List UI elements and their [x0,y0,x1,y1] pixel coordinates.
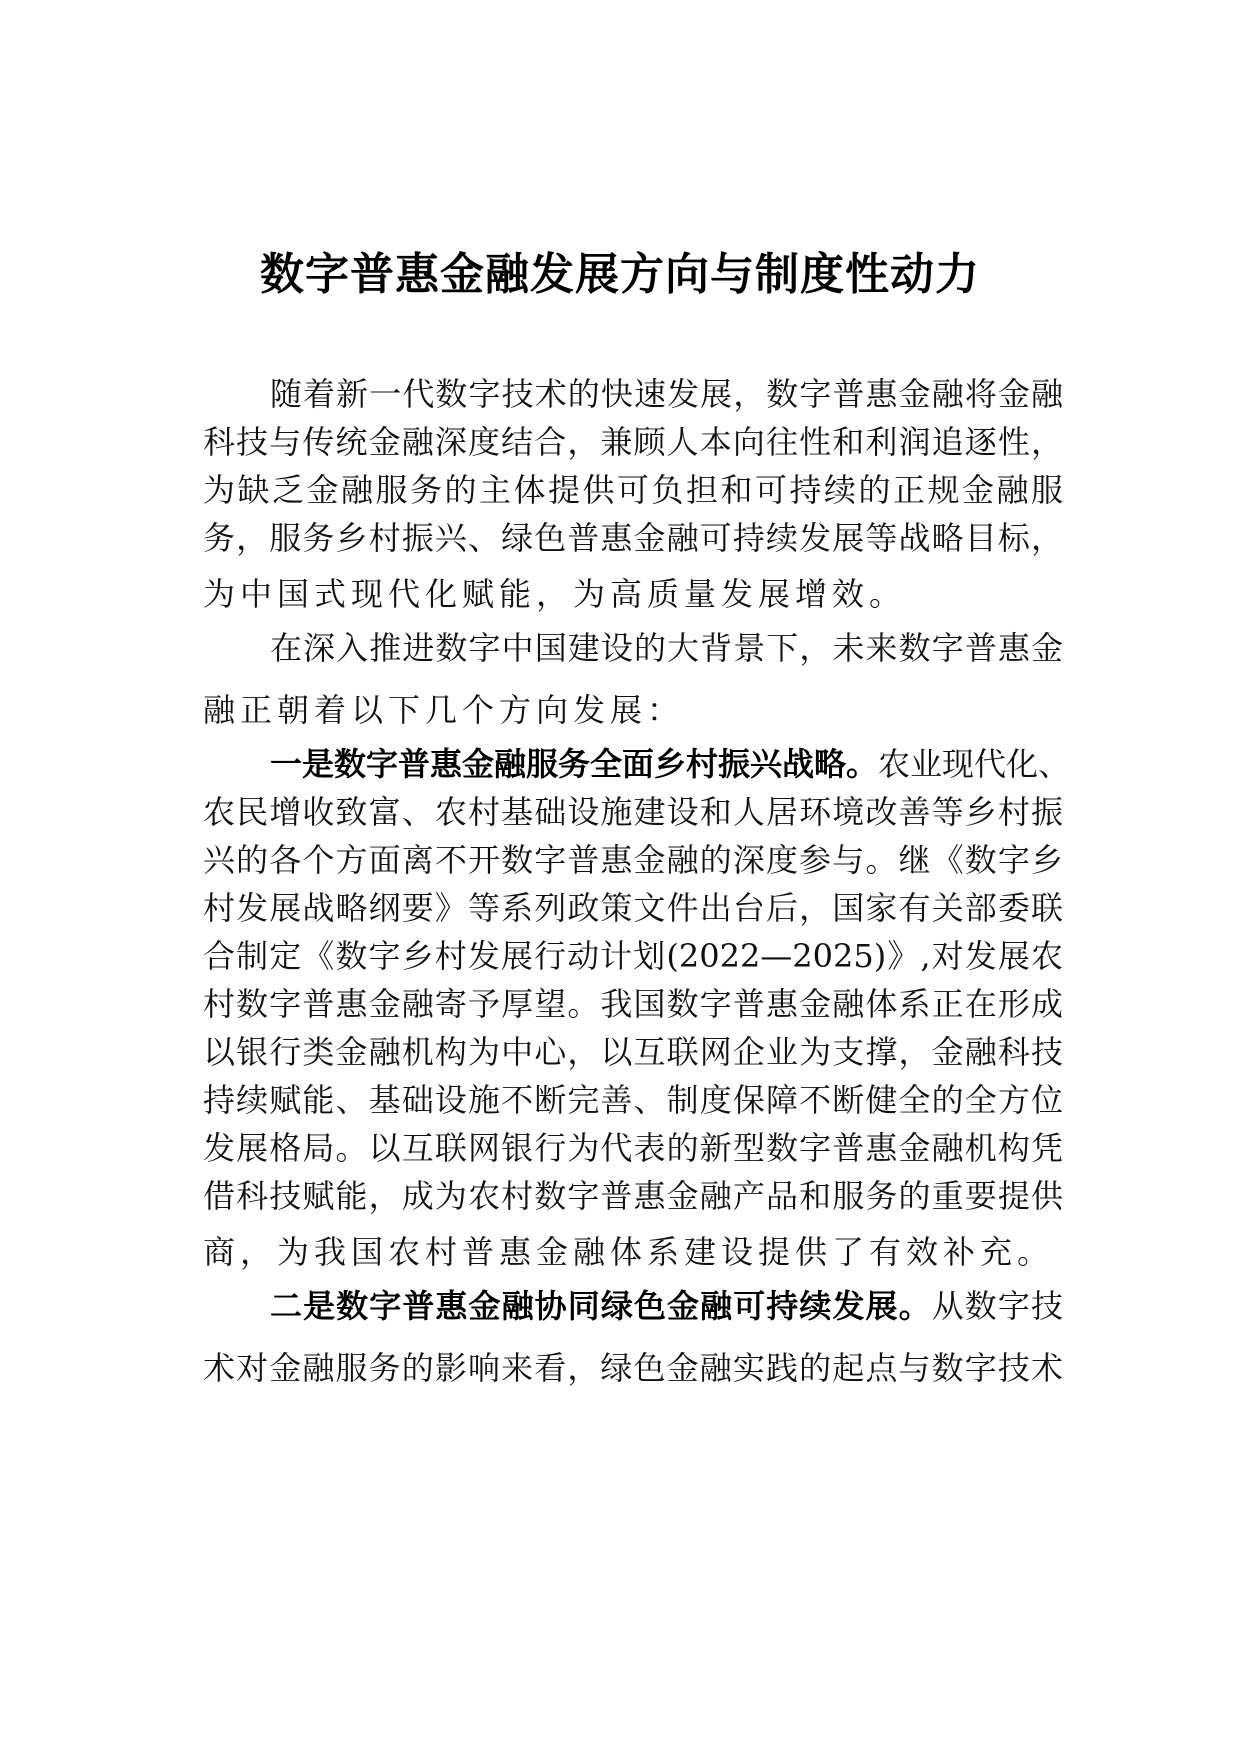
paragraph-1-line-3: 为缺乏金融服务的主体提供可负担和可持续的正规金融服 [203,471,1063,509]
paragraph-4-first-line-rest: 从数字技 [931,1287,1063,1325]
paragraph-3-line-3: 兴的各个方面离不开数字普惠金融的深度参与。继《数字乡 [203,841,1063,879]
paragraph-3-line-11: 商，为我国农村普惠金融体系建设提供了有效补充。 [203,1233,1055,1271]
paragraph-1-line-4: 务，服务乡村振兴、绿色普惠金融可持续发展等战略目标， [203,519,1063,557]
paragraph-4-heading: 二是数字普惠金融协同绿色金融可持续发展。 [270,1287,932,1325]
paragraph-3-heading: 一是数字普惠金融服务全面乡村振兴战略。 [270,745,879,783]
paragraph-3-line-1 [270,744,1071,784]
paragraph-3-line-6: 村数字普惠金融寄予厚望。我国数字普惠金融体系正在形成 [203,985,1063,1023]
paragraph-3-line-9: 发展格局。以互联网银行为代表的新型数字普惠金融机构凭 [203,1129,1063,1167]
paragraph-1-line-2: 科技与传统金融深度结合，兼顾人本向往性和利润追逐性， [203,423,1063,461]
paragraph-2-line-2: 融正朝着以下几个方向发展： [203,691,685,729]
paragraph-3-first-line-rest: 农业现代化、 [878,745,1071,783]
paragraph-3-line-2: 农民增收致富、农村基础设施建设和人居环境改善等乡村振 [203,793,1063,831]
document-title: 数字普惠金融发展方向与制度性动力 [260,249,980,300]
paragraph-1-line-1: 随着新一代数字技术的快速发展，数字普惠金融将金融 [270,375,1063,413]
paragraph-1-line-5: 为中国式现代化赋能，为高质量发展增效。 [203,575,907,613]
paragraph-3-line-10: 借科技赋能，成为农村数字普惠金融产品和服务的重要提供 [203,1177,1063,1215]
paragraph-4-line-2: 术对金融服务的影响来看，绿色金融实践的起点与数字技术 [203,1349,1063,1387]
paragraph-3-line-5: 合制定《数字乡村发展行动计划(2022—2025)》,对发展农 [203,937,1063,975]
paragraph-3-line-7: 以银行类金融机构为中心，以互联网企业为支撑，金融科技 [203,1033,1063,1071]
paragraph-3-line-4: 村发展战略纲要》等系列政策文件出台后，国家有关部委联 [203,889,1063,927]
paragraph-3-line-8: 持续赋能、基础设施不断完善、制度保障不断健全的全方位 [203,1081,1063,1119]
paragraph-2-line-1: 在深入推进数字中国建设的大背景下，未来数字普惠金 [270,629,1063,667]
paragraph-4-line-1 [270,1286,1063,1326]
